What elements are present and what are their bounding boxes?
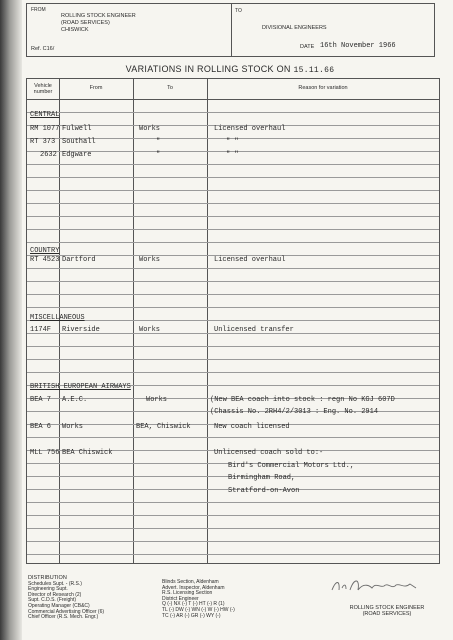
distribution-item: Chief Officer (R.S. Mech. Engr.) xyxy=(28,614,99,621)
distribution-item: Operating Manager (CB&C) xyxy=(28,602,90,609)
from-line-1: ROLLING STOCK ENGINEER xyxy=(61,13,136,19)
row-reason: Birmingham Road, xyxy=(228,474,296,482)
section-heading-country: COUNTRY xyxy=(30,247,60,255)
sign-sub: (ROAD SERVICES) xyxy=(362,610,412,617)
col-header-from: From xyxy=(89,85,103,91)
row-to: Works xyxy=(139,125,161,133)
from-line-3: CHISWICK xyxy=(61,27,89,33)
signatory-block xyxy=(340,606,434,617)
row-reason: Licensed overhaul xyxy=(214,256,286,264)
row-reason: " " xyxy=(226,138,239,146)
ref-number: Ref. C16/ xyxy=(31,46,55,52)
section-heading-central: CENTRAL xyxy=(30,111,60,119)
row-from: Works xyxy=(62,423,84,431)
row-from: BEA Chiswick xyxy=(62,449,113,457)
row-vehicle: 2632 xyxy=(40,151,57,159)
distribution-item: Schedules Supt. - (R.S.) xyxy=(28,580,82,587)
row-vehicle: 1174F xyxy=(30,326,52,334)
row-vehicle: MLL 756 xyxy=(30,449,60,457)
to-value: DIVISIONAL ENGINEERS xyxy=(262,25,327,31)
row-to: Works xyxy=(139,256,161,264)
row-from: Southall xyxy=(62,138,96,146)
row-reason: Unlicensed transfer xyxy=(214,326,294,334)
distribution-item: District Engineer xyxy=(162,595,199,602)
row-from: Dartford xyxy=(62,256,96,264)
distribution-item: TC (-) AR (-) GR (-) WY (-) xyxy=(162,612,221,619)
row-reason: Licensed overhaul xyxy=(214,125,286,133)
row-vehicle: BEA 6 xyxy=(30,423,52,431)
row-to: BEA, Chiswick xyxy=(136,423,191,431)
title-date: 15.11.66 xyxy=(293,66,335,75)
row-to: Works xyxy=(146,396,168,404)
from-label: FROM xyxy=(31,7,46,13)
row-vehicle: RT 373 xyxy=(30,138,56,146)
row-reason: " " xyxy=(226,151,239,159)
row-vehicle: RT 4523 xyxy=(30,256,60,264)
distribution-item: Engineering Supt. xyxy=(28,586,68,593)
date-value: 16th November 1966 xyxy=(320,42,396,50)
row-to: " xyxy=(156,151,161,159)
row-reason: Stratford-on-Avon xyxy=(228,487,300,495)
distribution-item: Commercial Advertising Officer (6) xyxy=(28,608,105,615)
distribution-item: Advert. Inspector, Aldenham xyxy=(162,584,225,591)
distribution-item: Supt. C.D.S. (Freight) xyxy=(28,597,77,604)
col-header-vehicle: Vehicle number xyxy=(33,83,53,95)
distribution-item: Q (-) NX (-) T (-) HT (-) R (1) xyxy=(162,601,225,608)
row-from: Riverside xyxy=(62,326,100,334)
distribution-block xyxy=(28,576,104,621)
section-heading-miscellaneous: MISCELLANEOUS xyxy=(30,314,85,322)
row-from: Edgware xyxy=(62,151,92,159)
col-header-reason: Reason for variation xyxy=(298,85,348,91)
row-to: Works xyxy=(139,326,161,334)
row-vehicle: BEA 7 xyxy=(30,396,52,404)
row-reason: Bird's Commercial Motors Ltd., xyxy=(228,462,355,470)
to-label: TO xyxy=(235,8,242,14)
title-prefix: VARIATIONS IN ROLLING STOCK ON xyxy=(125,64,291,74)
date-label: DATE xyxy=(300,44,315,50)
distribution-item: Blinds Section, Aldenham xyxy=(162,579,219,585)
scan-shadow-edge xyxy=(0,0,22,640)
col-header-to: To xyxy=(167,85,173,91)
from-box xyxy=(26,3,232,57)
row-reason: (New BEA coach into stock : regn No KGJ 607D xyxy=(210,396,395,404)
row-reason: (Chassis No. 2RH4/2/3013 : Eng. No. 2914 xyxy=(210,408,379,416)
distribution-item: TL (-) DW (-) WN (-) W (-) HW (-) xyxy=(162,606,235,613)
row-from: Fulwell xyxy=(62,125,92,133)
distribution-mid-block xyxy=(162,580,235,619)
row-reason: New coach licensed xyxy=(214,423,290,431)
row-to: " xyxy=(156,138,161,146)
row-reason: Unlicensed coach sold to:- xyxy=(214,449,324,457)
sign-title: ROLLING STOCK ENGINEER xyxy=(349,605,425,611)
section-heading-bea: BRITISH EUROPEAN AIRWAYS xyxy=(30,383,131,391)
row-from: A.E.C. xyxy=(62,396,88,404)
from-line-2: (ROAD SERVICES) xyxy=(61,20,110,26)
distribution-item: Director of Research (2) xyxy=(28,591,82,598)
signature xyxy=(330,576,420,596)
signature-scribble xyxy=(330,576,420,596)
row-vehicle: RM 1077 xyxy=(30,125,60,133)
page-title xyxy=(26,64,434,75)
to-box xyxy=(230,3,435,57)
distribution-item: R.S. Licensing Section xyxy=(162,590,213,597)
distribution-heading: DISTRIBUTION xyxy=(28,575,67,581)
